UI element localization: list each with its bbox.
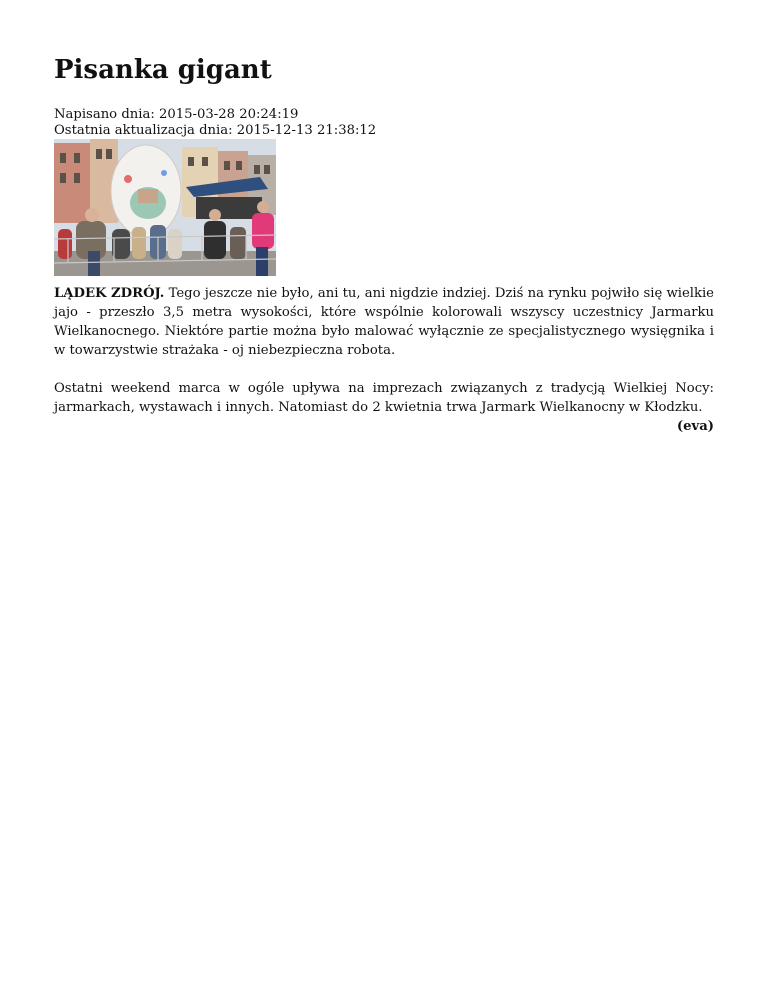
article-paragraph-2: Ostatni weekend marca w ogóle upływa na imprezach związanych z tradycją Wielkiej Nocy: jarmarkach, wystawach i innych. Natomiast do 2 kwietnia trwa Jarmark Wielkanocny w Kłodzku. [54,381,714,415]
article-author: (eva) [676,419,714,434]
article-meta [54,107,376,139]
article-lead-location: LĄDEK ZDRÓJ. [54,286,165,301]
article-body [54,284,714,436]
updated-date: Ostatnia aktualizacja dnia: 2015-12-13 21:38:12 [54,123,377,138]
article-paragraph-1 [54,284,714,360]
published-date: Napisano dnia: 2015-03-28 20:24:19 [54,107,299,122]
article-photo [54,139,276,276]
article-title: Pisanka gigant [54,55,272,85]
article-paragraph-1-text: Tego jeszcze nie było, ani tu, ani nigdzie indziej. Dziś na rynku pojwiło się wielkie jajo - przeszło 3,5 metra wysokości, które wspólnie kolorowali wszyscy uczestnicy Jarmarku Wielkanocnego. Niektóre partie można było malować wyłącznie ze specjalistycznego wysięgnika i w towarzystwie strażaka - oj niebezpieczna robota. [54,286,714,358]
